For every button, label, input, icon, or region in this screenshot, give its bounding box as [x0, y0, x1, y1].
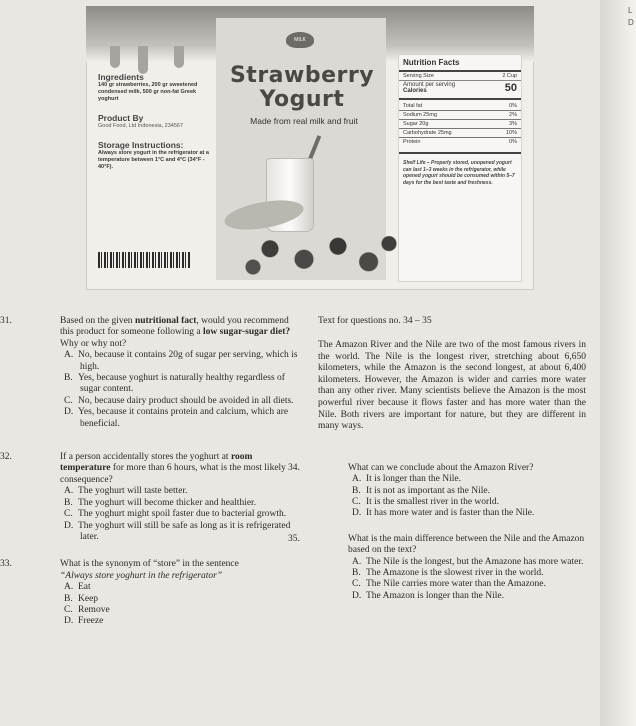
- option-text: The Amazone is the slowest river in the world.: [366, 568, 544, 578]
- nutrient-value: 2%: [509, 112, 517, 118]
- question-text-part: Based on the given: [60, 316, 135, 326]
- question-number: 34.: [288, 462, 300, 473]
- calories-label: Calories: [403, 88, 427, 94]
- question-text: [0, 316, 298, 350]
- serving-size-label: Serving Size: [403, 73, 434, 79]
- passage-title: Text for questions no. 34 – 35: [318, 316, 432, 326]
- question-text-part: , would you recommend this product for someone following a: [60, 316, 289, 338]
- question-number: 32.: [0, 452, 12, 463]
- ingredients-heading: Ingredients: [98, 72, 144, 82]
- option-text: The yoghurt might spoil faster due to bacterial growth.: [78, 509, 287, 520]
- yogurt-poster: [86, 6, 534, 290]
- question-35: [288, 533, 586, 602]
- option-text: The yoghurt will still be safe as long as it is refrigerated later.: [78, 520, 291, 542]
- option-text: Yes, because yoghurt is naturally healthy regardless of sugar content.: [78, 373, 285, 395]
- option-text: No, because it contains 20g of sugar per serving, which is high.: [78, 350, 298, 372]
- milk-drip: [174, 46, 184, 68]
- nutrient-value: 0%: [509, 139, 517, 145]
- question-text-bold: low sugar-sugar diet?: [203, 327, 291, 338]
- option-letter: C.: [352, 496, 361, 507]
- question-text-part: What is the synonym of “store” in the sentence: [60, 559, 239, 570]
- question-text-part: for more than 6 hours, what is the most likely consequence?: [60, 463, 286, 485]
- answer-option[interactable]: [318, 486, 586, 497]
- nutrient-row: [399, 137, 521, 146]
- question-text-bold: nutritional fact: [134, 316, 197, 326]
- option-letter: C.: [64, 509, 73, 520]
- question-33: [0, 559, 298, 627]
- option-letter: A.: [64, 350, 74, 361]
- nutrient-row: [399, 110, 521, 119]
- ingredients-text: 140 gr strawberries, 200 gr sweetened condensed milk, 500 gr non-fat Greek yoghurt: [98, 82, 198, 102]
- option-letter: D.: [64, 407, 74, 418]
- question-text-part: If a person accidentally stores the yoghurt at: [60, 452, 231, 463]
- nutrient-value: 0%: [509, 103, 517, 109]
- option-letter: B.: [352, 485, 361, 496]
- nutrient-label: Carbohydrate 25mg: [403, 130, 452, 136]
- next-page-edge: [600, 0, 636, 726]
- answer-option[interactable]: [30, 373, 298, 396]
- shelf-life-note: Shelf Life – Properly stored, unopened yogurt can last 1–3 weeks in the refrigerator, while opened yogurt should be consumed within 5–7 days for the best taste and freshness.: [399, 152, 521, 186]
- nutrient-label: Total fat: [403, 103, 423, 109]
- question-text-part: What is the main difference between the Nile and the Amazon based on the text?: [348, 533, 585, 556]
- serving-size-row: [399, 70, 521, 80]
- question-number: 31.: [0, 316, 12, 326]
- question-32: [0, 452, 298, 543]
- option-text: Remove: [78, 604, 110, 615]
- option-letter: A.: [64, 486, 74, 497]
- option-letter: A.: [352, 474, 362, 485]
- nutrient-list: [399, 98, 521, 146]
- answer-option[interactable]: [30, 594, 298, 605]
- option-text: The Amazon is longer than the Nile.: [366, 590, 504, 601]
- answer-option[interactable]: [318, 474, 586, 485]
- amount-block: [403, 82, 455, 94]
- answer-option[interactable]: [30, 616, 298, 627]
- option-text: It is the smallest river in the world.: [366, 496, 499, 507]
- option-letter: B.: [64, 373, 73, 384]
- answer-option[interactable]: [30, 582, 298, 593]
- calories-value: 50: [504, 82, 517, 94]
- option-letter: C.: [64, 395, 73, 406]
- question-text: [0, 559, 298, 570]
- questions-right-column: [288, 316, 586, 613]
- edge-mark: D: [628, 18, 634, 27]
- option-letter: D.: [352, 508, 362, 519]
- option-letter: B.: [64, 593, 73, 604]
- answer-option[interactable]: [30, 350, 298, 373]
- option-letter: D.: [352, 590, 362, 601]
- option-text: The yoghurt will become thicker and healthier.: [78, 497, 257, 508]
- option-text: Eat: [78, 582, 91, 593]
- question-number: 33.: [0, 559, 12, 570]
- nutrient-value: 10%: [505, 130, 517, 136]
- answer-option[interactable]: [318, 591, 586, 602]
- answer-option[interactable]: [30, 509, 298, 520]
- answer-option[interactable]: [30, 407, 298, 430]
- passage-text: The Amazon River and the Nile are two of the most famous rivers in the world. The Nile is the longest river, stretching about 6,650 kilometers, while the Amazon is the second longest, at about 6,400 kilometers. However, the Amazon is wider and carries more water than any other river. Many scientists believe the Amazon is the most powerful river because it flows faster and has more water than the Nile. Both rivers are important for nature, but they are different in many ways.: [318, 340, 586, 432]
- question-number: 35.: [288, 533, 300, 544]
- answer-option[interactable]: [30, 521, 298, 544]
- barcode: [98, 252, 190, 268]
- milk-drip: [110, 46, 120, 68]
- calories-row: [399, 80, 521, 95]
- option-text: It is not as important as the Nile.: [366, 485, 491, 496]
- question-31: [0, 316, 298, 430]
- storage-heading: Storage Instructions:: [98, 140, 184, 150]
- option-text: The yoghurt will taste better.: [78, 486, 188, 497]
- answer-option[interactable]: [318, 568, 586, 579]
- option-text: Freeze: [78, 616, 104, 627]
- question-34: [288, 462, 586, 520]
- answer-option[interactable]: [30, 498, 298, 509]
- answer-option[interactable]: [30, 605, 298, 616]
- option-letter: B.: [352, 568, 361, 578]
- question-text: [288, 533, 586, 557]
- option-text: Yes, because it contains protein and calcium, which are beneficial.: [78, 407, 289, 429]
- nutrient-label: Sugar 20g: [403, 121, 429, 127]
- answer-option[interactable]: [30, 396, 298, 407]
- nutrient-label: Protein: [403, 139, 421, 145]
- nutrient-label: Sodium 25mg: [403, 112, 437, 118]
- question-text: [288, 462, 586, 474]
- option-text: The Nile carries more water than the Amazone.: [366, 579, 546, 590]
- answer-option[interactable]: [30, 486, 298, 497]
- question-text: [0, 452, 298, 486]
- nutrient-row: [399, 119, 521, 128]
- option-letter: D.: [64, 616, 74, 627]
- option-letter: C.: [64, 604, 73, 615]
- option-letter: C.: [352, 579, 361, 590]
- storage-text: Always store yogurt in the refrigerator at a temperature between 1°C and 4°C (34°F - 40°F).: [98, 150, 209, 170]
- option-letter: A.: [352, 556, 362, 567]
- product-by-heading: Product By: [98, 113, 144, 123]
- nutrient-value: 3%: [509, 121, 517, 127]
- option-text: The Nile is the longest, but the Amazone has more water.: [366, 556, 584, 567]
- milk-badge: MILK: [286, 32, 314, 48]
- product-subtitle: Made from real milk and fruit: [250, 116, 358, 126]
- amount-label: Amount per serving: [403, 82, 456, 88]
- question-text-part: Why or why not?: [60, 338, 127, 349]
- product-by-text: Good Food, Ltd Indonesia, 234567: [98, 123, 184, 129]
- title-line-2: Yogurt: [259, 87, 345, 112]
- nutrient-row: [399, 102, 521, 110]
- title-line-1: Strawberry: [229, 63, 375, 88]
- serving-size-value: 2 Cup: [502, 73, 517, 79]
- option-letter: D.: [64, 520, 74, 531]
- question-text-bold: room temperature: [60, 452, 253, 474]
- edge-mark: L: [628, 6, 633, 15]
- option-text: Keep: [78, 593, 99, 604]
- berries-image: [236, 228, 406, 280]
- option-text: It is longer than the Nile.: [366, 474, 461, 485]
- question-quote: “Always store yoghurt in the refrigerator”: [60, 570, 223, 581]
- milk-drip: [138, 46, 148, 74]
- answer-option[interactable]: [318, 508, 586, 519]
- product-title: [222, 64, 382, 112]
- answer-option[interactable]: [318, 497, 586, 508]
- nutrient-row: [399, 128, 521, 137]
- questions-left-column: [0, 316, 298, 639]
- nutrition-facts-panel: [398, 54, 522, 282]
- answer-option[interactable]: [318, 579, 586, 590]
- option-letter: B.: [64, 497, 73, 508]
- question-text-part: What can we conclude about the Amazon River?: [348, 462, 534, 473]
- option-text: No, because dairy product should be avoided in all diets.: [78, 395, 294, 406]
- option-text: It has more water and is faster than the Nile.: [366, 508, 535, 519]
- option-letter: A.: [64, 582, 74, 593]
- answer-option[interactable]: [318, 557, 586, 568]
- nutrition-title: Nutrition Facts: [403, 58, 460, 67]
- product-info: [98, 72, 216, 177]
